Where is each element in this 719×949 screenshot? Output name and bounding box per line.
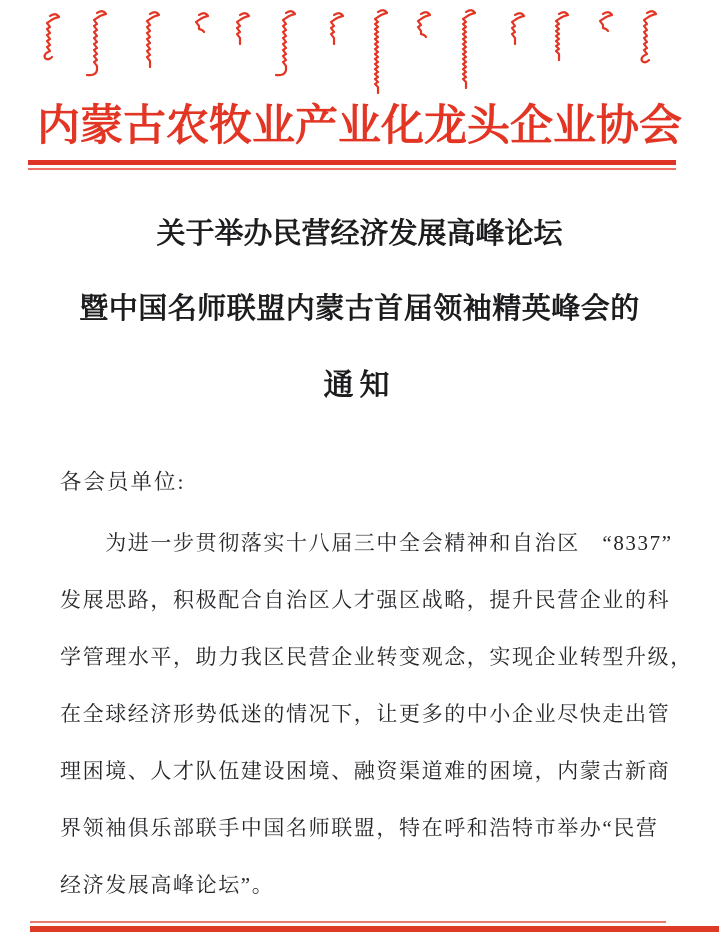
paragraph-line: 理困境、人才队伍建设困境、融资渠道难的困境，内蒙古新商	[60, 759, 671, 783]
mongolian-word-glyph	[642, 11, 656, 62]
mongolian-script	[0, 0, 719, 105]
mongolian-word-glyph	[147, 12, 159, 67]
mongolian-word-glyph	[512, 13, 524, 44]
footer-rule	[30, 921, 719, 932]
header-rule-thin	[28, 168, 676, 170]
mongolian-word-glyph	[237, 13, 249, 44]
mongolian-word-glyph	[196, 13, 208, 32]
org-title: 内蒙古农牧业产业化龙头企业协会	[37, 103, 682, 150]
paragraph-line: 为进一步贯彻落实十八届三中全会精神和自治区 “8337”	[60, 531, 673, 555]
footer-rule-thick	[30, 926, 719, 932]
doc-title-line-2: 暨中国名师联盟内蒙古首届领袖精英峰会的	[79, 293, 640, 325]
mongolian-word-glyph	[276, 11, 295, 75]
mongolian-word-glyph	[556, 12, 568, 60]
paragraph-line: 界领袖俱乐部联手中国名师联盟，特在呼和浩特市举办“民营	[60, 816, 659, 840]
header-rule	[28, 160, 676, 170]
paragraph-line: 发展思路，积极配合自治区人才强区战略，提升民营企业的科	[60, 588, 671, 612]
paragraph-line: 在全球经济形势低迷的情况下，让更多的中小企业尽快走出管	[60, 702, 671, 726]
doc-title-line-3: 通知	[323, 369, 396, 402]
mongolian-word-glyph	[45, 14, 59, 59]
body-paragraph	[60, 515, 693, 914]
mongolian-word-glyph	[463, 10, 475, 88]
header-rule-thick	[28, 160, 676, 165]
mongolian-word-glyph	[375, 10, 387, 93]
mongolian-word-glyph	[87, 11, 106, 75]
mongolian-word-glyph	[600, 12, 612, 31]
doc-title-line-1: 关于举办民营经济发展高峰论坛	[156, 218, 563, 250]
paragraph-line: 学管理水平，助力我区民营企业转变观念，实现企业转型升级，	[60, 645, 693, 669]
mongolian-word-glyph	[331, 13, 343, 44]
salutation: 各会员单位:	[60, 470, 186, 494]
paragraph-line: 经济发展高峰论坛”。	[60, 873, 275, 897]
mongolian-word-glyph	[418, 12, 430, 37]
footer-rule-thin	[30, 921, 666, 923]
